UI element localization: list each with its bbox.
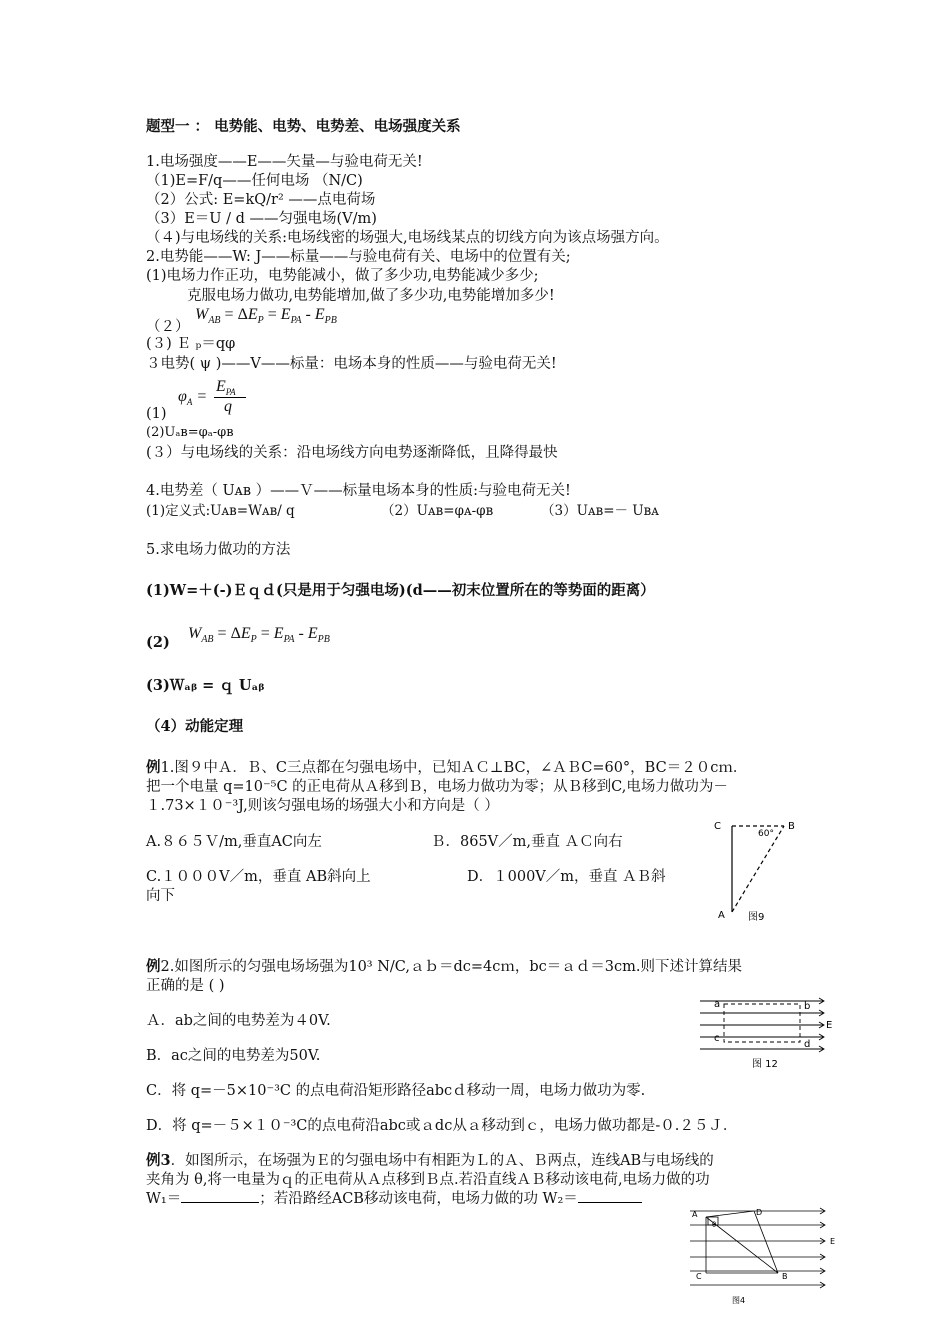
ex1-option-a: A.８６５Ｖ/m,垂直AC向左: [146, 834, 322, 850]
s5-line2: (1)W=＋(-)Ｅｑｄ(只是用于匀强电场)(d——初末位置所在的等势面的距离）: [146, 582, 655, 599]
s4-line2c: （3）Uᴀʙ=－ Uʙᴀ: [541, 503, 659, 519]
ex2-option-b: B．ac之间的电势差为50V.: [146, 1048, 321, 1064]
s2-line3: 克服电场力做功,电势能增加,做了多少功,电势能增加多少!: [187, 288, 555, 304]
s3-line1: ３电势( ψ )——V——标量：电场本身的性质——与验电荷无关!: [146, 356, 557, 372]
s4-line1: 4.电势差（ Uᴀʙ ）——Ｖ——标量电场本身的性质:与验电荷无关!: [146, 483, 571, 499]
ex1-option-d: D．１000V／m，垂直 ＡＢ斜: [467, 869, 666, 885]
s5-line4: (3)Ｗₐᵦ = ｑ Uₐᵦ: [146, 677, 265, 694]
ex1-line1: 例1.图９中Ａ．Ｂ、C三点都在匀强电场中，已知ＡＣ⊥BC，∠ＡＢC=60°，BC＝２０cｍ．: [146, 759, 748, 776]
figure-4: [680, 1203, 840, 1313]
ex3-line1: 例3．如图所示，在场强为Ｅ的匀强电场中有相距为Ｌ的Ａ、Ｂ两点，连线AB与电场线的: [146, 1152, 714, 1169]
s1-line1: 1.电场强度——E——矢量—与验电荷无关!: [146, 154, 423, 170]
fig9-label-c: C: [714, 821, 721, 832]
ex2-line2: 正确的是 ( ): [146, 978, 225, 994]
ex1-line2: 把一个电量 q=10⁻⁵C 的正电荷从Ａ移到Ｂ，电场力做功为零；从Ｂ移到C,电场力做功为－: [146, 779, 728, 795]
fig12-label-e: E: [826, 1020, 833, 1031]
fig4-label-b: B: [782, 1272, 788, 1281]
s1-line4: （3）E＝U / d ——匀强电场(V/m): [146, 211, 377, 227]
section-title: 题型一 ： 电势能、电势、电势差、电场强度关系: [146, 119, 461, 135]
w1-answer-blank[interactable]: [181, 1190, 259, 1203]
ex1-line3: １.73×１０⁻³J,则该匀强电场的场强大小和方向是（ ）: [146, 798, 499, 814]
ex2-line1: 例2.如图所示的匀强电场场强为10³ N/C,ａｂ＝dc=4cｍ，bc＝ａｄ＝3cm.则下述计算结果: [146, 958, 742, 975]
ex1-option-c: C.１０００V／m，垂直 AB斜向上: [146, 869, 371, 885]
s1-line3: （2）公式: E=kQ/r² ——点电荷场: [146, 192, 376, 208]
fig4-label-d: D: [756, 1208, 763, 1217]
fig12-caption: 图 12: [752, 1059, 778, 1070]
figure-12: [700, 995, 840, 1075]
s2-formula-label: （２）: [146, 319, 190, 335]
s2-line5: (３) Ｅ ₚ＝qφ: [146, 336, 236, 352]
s3-line4: (３）与电场线的关系：沿电场线方向电势逐渐降低，且降得最快: [146, 445, 558, 461]
fig4-label-e: E: [830, 1237, 836, 1246]
ex2-option-c: C．将 q=－5×10⁻³C 的点电荷沿矩形路径abcｄ移动一周，电场力做功为零.: [146, 1083, 646, 1099]
fig9-angle: 60°: [758, 829, 774, 839]
fig4-caption: 图4: [732, 1296, 746, 1305]
fig4-theta: θ: [712, 1221, 717, 1229]
fig9-label-b: B: [788, 821, 795, 832]
s3-line3: (2)Uₐʙ=φₐ-φʙ: [146, 425, 234, 440]
ex1-option-b: Ｂ．865V／m,垂直 ＡＣ向右: [431, 834, 623, 850]
s5-line5: （4）动能定理: [146, 718, 244, 735]
s1-line2: （1)E=F/q——任何电场 （N/C): [146, 173, 363, 189]
ex2-option-a: Ａ．ab之间的电势差为４0V.: [146, 1013, 331, 1029]
s3-line2: (1): [146, 406, 167, 422]
fig12-label-c: c: [714, 1033, 720, 1044]
fig12-label-d: d: [804, 1039, 811, 1050]
fig4-label-c: C: [696, 1272, 702, 1281]
s2-formula: $W_{AB} = \Delta E_P = E_{PA} - E_{PB}$: [195, 306, 337, 327]
ex2-option-d: D．将 q=－５×１０⁻³C的点电荷沿abc或ａdc从ａ移动到ｃ，电场力做功都是-０.２５Ｊ．: [146, 1118, 738, 1134]
ex3-line2: 夹角为 θ,将一电量为ｑ的正电荷从Ａ点移到Ｂ点.若沿直线ＡＢ移动该电荷,电场力做的功: [146, 1172, 710, 1188]
s4-line2b: （2）Uᴀʙ=φᴀ-φʙ: [381, 503, 494, 519]
s2-line2: (1)电场力作正功，电势能减小，做了多少功,电势能减少多少;: [146, 268, 539, 284]
fig9-caption: 图9: [748, 912, 765, 923]
fig12-label-a: a: [714, 999, 721, 1010]
fig12-label-b: b: [804, 1001, 811, 1012]
fig9-label-a: A: [718, 910, 725, 921]
fig4-label-a: A: [692, 1210, 698, 1219]
s5-formula: $W_{AB} = \Delta E_P = E_{PA} - E_{PB}$: [188, 625, 330, 646]
s5-formula-label: (2): [146, 634, 170, 651]
w2-answer-blank[interactable]: [578, 1190, 642, 1203]
s1-line5: （４)与电场线的关系:电场线密的场强大,电场线某点的切线方向为该点场强方向。: [146, 230, 669, 246]
s2-line1: 2.电势能——W: J——标量——与验电荷有关、电场中的位置有关;: [146, 249, 571, 265]
ex1-option-c2: 向下: [146, 888, 175, 904]
s5-line1: 5.求电场力做功的方法: [146, 542, 291, 558]
s4-line2a: (1)定义式:Uᴀʙ=Wᴀʙ/ q: [146, 503, 295, 519]
figure-9: [700, 810, 820, 930]
ex3-line3: W₁＝ ；若沿路经ACB移动该电荷，电场力做的功 W₂＝: [146, 1190, 642, 1208]
